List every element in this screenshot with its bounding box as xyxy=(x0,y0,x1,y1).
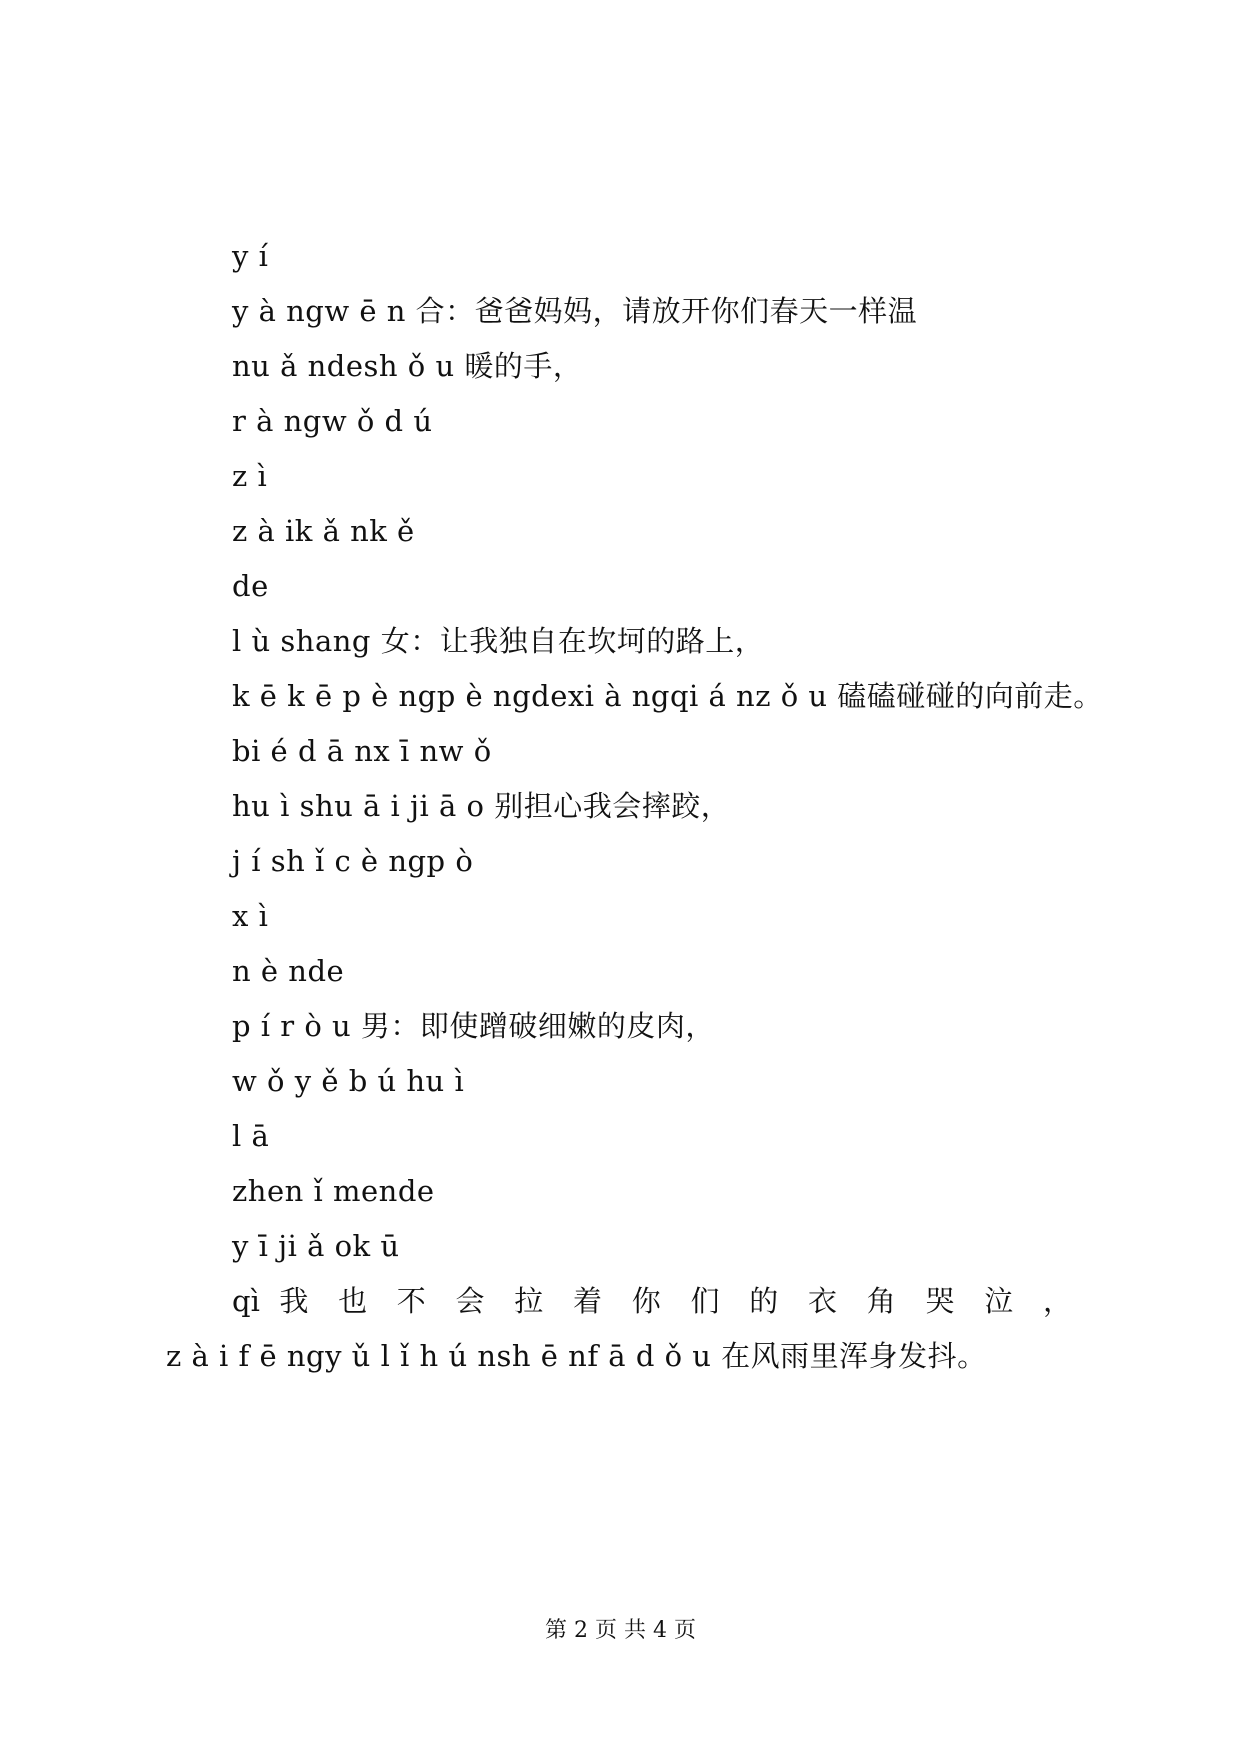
text-line: z à ik ǎ nk ě xyxy=(232,514,415,548)
text-line: zhen ǐ mende xyxy=(232,1174,435,1208)
text-line: w ǒ y ě b ú hu ì xyxy=(232,1064,465,1098)
page-number-footer: 第 2 页 共 4 页 xyxy=(545,1618,696,1643)
text-line: y í xyxy=(232,239,269,273)
text-line: z à i f ē ngy ǔ l ǐ h ú nsh ē nf ā d ǒ u 在风雨里浑身发抖。 xyxy=(166,1339,987,1373)
text-line: k ē k ē p è ngp è ngdexi à ngqi á nz ǒ u 磕磕碰碰的向前走。 xyxy=(232,679,1103,713)
text-line: nu ǎ ndesh ǒ u 暖的手， xyxy=(232,349,583,383)
text-line: r à ngw ǒ d ú xyxy=(232,404,433,438)
text-line: l ā xyxy=(232,1119,270,1153)
text-line: z ì xyxy=(232,459,268,493)
text-line: de xyxy=(232,569,269,603)
text-line: p í r ò u 男：即使蹭破细嫩的皮肉， xyxy=(232,1009,715,1043)
text-line: l ù shang 女：让我独自在坎坷的路上， xyxy=(232,624,765,658)
text-line: hu ì shu ā i ji ā o 别担心我会摔跤， xyxy=(232,789,731,823)
text-line: qì 我 也 不 会 拉 着 你 们 的 衣 角 哭 泣 ， xyxy=(232,1284,1072,1318)
text-line: bi é d ā nx ī nw ǒ xyxy=(232,734,492,768)
text-line: y à ngw ē n 合：爸爸妈妈，请放开你们春天一样温 xyxy=(232,294,918,328)
text-line: y ī ji ǎ ok ū xyxy=(232,1229,400,1263)
text-line: j í sh ǐ c è ngp ò xyxy=(232,844,474,878)
text-line: n è nde xyxy=(232,954,345,988)
text-line: x ì xyxy=(232,899,269,933)
